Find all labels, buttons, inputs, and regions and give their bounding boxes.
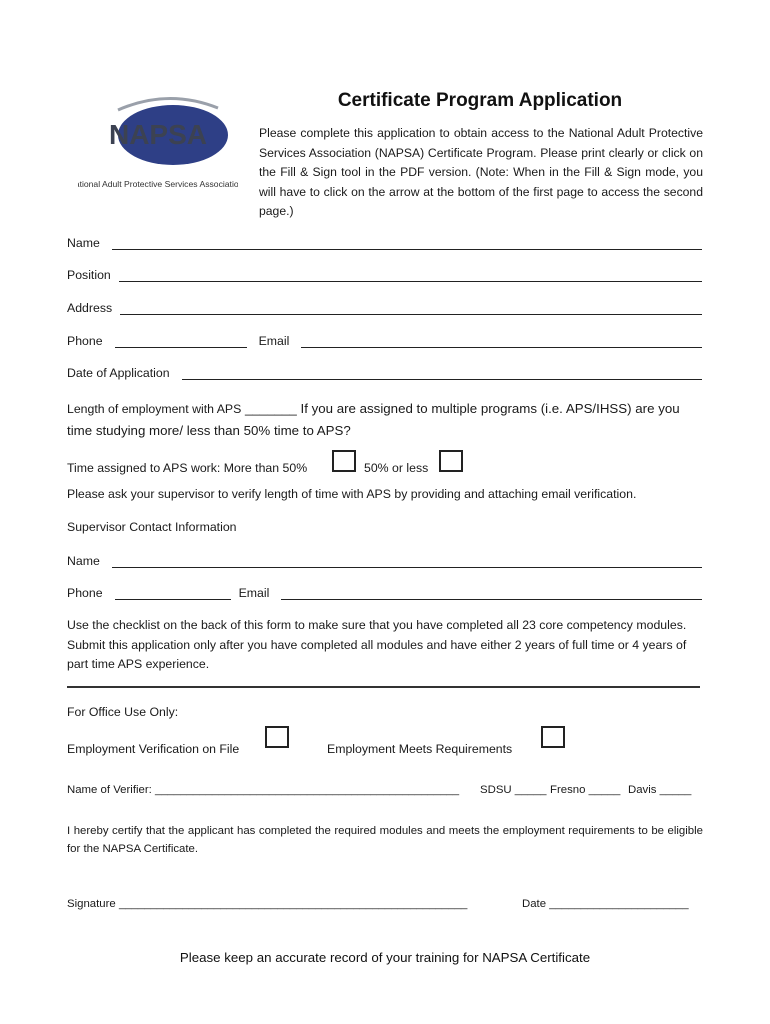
certification-text: I hereby certify that the applicant has completed the required modules and meets the employment requirements to be eligible for the NAPSA Certificate. — [67, 825, 703, 855]
address-field[interactable] — [120, 302, 702, 315]
supervisor-name-label: Name — [67, 554, 100, 568]
napsa-logo — [78, 90, 238, 230]
employment-length-block — [67, 398, 707, 442]
phone-field[interactable] — [115, 335, 247, 348]
email-field[interactable] — [301, 335, 702, 348]
address-row — [67, 301, 702, 315]
sdsu-field[interactable]: SDSU _____ — [480, 784, 547, 796]
address-label: Address — [67, 301, 113, 315]
supervisor-phone-label: Phone — [67, 586, 103, 600]
supervisor-verification-note: Please ask your supervisor to verify length of time with APS by providing and attaching email verification. — [67, 487, 637, 501]
position-row — [67, 268, 702, 282]
office-use-heading: For Office Use Only: — [67, 705, 179, 719]
supervisor-phone-email-row — [67, 586, 702, 600]
supervisor-phone-field[interactable] — [115, 587, 231, 600]
supervisor-name-row — [67, 554, 702, 568]
employment-verification-label: Employment Verification on File — [67, 742, 240, 756]
verifier-label: Name of Verifier: — [67, 784, 152, 796]
date-field[interactable] — [182, 367, 702, 380]
logo-acronym: NAPSA — [108, 119, 208, 150]
employment-length-label: Length of employment with APS — [67, 402, 242, 416]
email-label: Email — [258, 334, 290, 348]
signature-field[interactable]: _______________________________________________________ — [118, 898, 468, 910]
davis-field[interactable]: Davis _____ — [628, 784, 692, 796]
fresno-field[interactable]: Fresno _____ — [550, 784, 621, 796]
office-date-field[interactable]: ______________________ — [549, 898, 689, 910]
supervisor-heading: Supervisor Contact Information — [67, 520, 237, 534]
position-field[interactable] — [119, 269, 702, 282]
intro-text: Please complete this application to obtain access to the National Adult Protective Services Association (NAPSA) Certificate Program. Please print clearly or click on the Fill & Sign tool in the PDF version. (Note: When in the Fill & Sign mode, you will have to click on the arrow at the bottom of the first page to access the second page.) — [259, 126, 703, 219]
office-date-label: Date — [522, 898, 547, 910]
employment-length-field[interactable]: _______ — [245, 401, 297, 416]
employment-requirements-label: Employment Meets Requirements — [327, 742, 513, 756]
phone-label: Phone — [67, 334, 103, 348]
supervisor-email-field[interactable] — [281, 587, 702, 600]
name-field[interactable] — [112, 237, 702, 250]
supervisor-name-field[interactable] — [112, 555, 702, 568]
footer-note: Please keep an accurate record of your training for NAPSA Certificate — [179, 950, 591, 965]
less-than-50-label: 50% or less — [364, 461, 429, 475]
page-title: Certificate Program Application — [337, 90, 623, 111]
signature-row — [67, 898, 467, 910]
multiple-programs-question: If you are assigned to multiple programs (i.e. APS/IHSS) are you time studying more/ less than 50% time to APS? — [67, 401, 680, 438]
less-than-50-checkbox[interactable] — [439, 450, 463, 472]
name-label: Name — [67, 236, 100, 250]
time-assigned-label: Time assigned to APS work: More than 50% — [67, 461, 308, 475]
office-date-row — [522, 898, 689, 910]
date-label: Date of Application — [67, 366, 170, 380]
verifier-field[interactable]: ________________________________________________ — [155, 784, 460, 796]
employment-verification-checkbox[interactable] — [265, 726, 289, 748]
verifier-row — [67, 784, 459, 796]
supervisor-email-label: Email — [238, 586, 270, 600]
date-row — [67, 366, 702, 380]
logo-org-name: National Adult Protective Services Association — [78, 179, 238, 189]
section-divider — [67, 686, 700, 688]
instructions-text: Use the checklist on the back of this form to make sure that you have completed all 23 core competency modules. Submit this application only after you have completed all modules and have either 2 years of full time or 4 years of part time APS experience. — [67, 618, 687, 671]
position-label: Position — [67, 268, 111, 282]
more-than-50-checkbox[interactable] — [332, 450, 356, 472]
signature-label: Signature — [67, 898, 116, 910]
phone-email-row — [67, 334, 702, 348]
employment-requirements-checkbox[interactable] — [541, 726, 565, 748]
name-row — [67, 236, 702, 250]
